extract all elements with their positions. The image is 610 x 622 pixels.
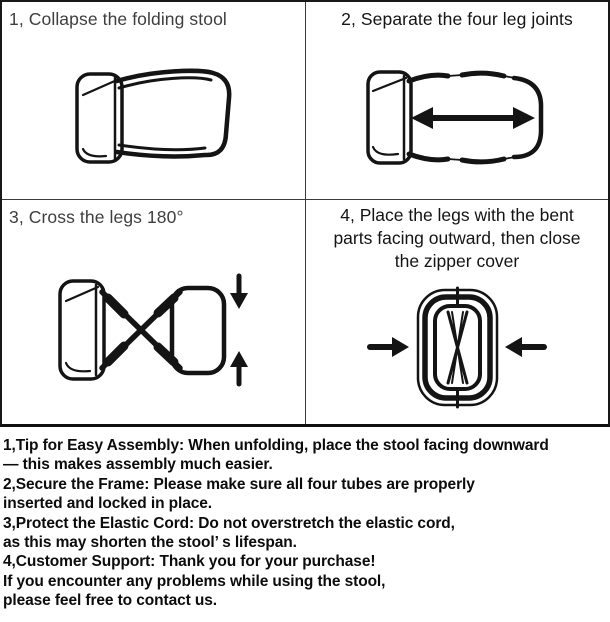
step-4-title-line-2: parts facing outward, then close xyxy=(333,228,581,248)
note-tip-3-line-1: 3,Protect the Elastic Cord: Do not overstretch the elastic cord, xyxy=(3,514,455,532)
step-4-title-line-1: 4, Place the legs with the bent xyxy=(340,205,574,225)
step-1-figure xyxy=(2,31,305,199)
separated-joints-illustration xyxy=(365,65,550,170)
right-arrow-icon xyxy=(370,337,409,357)
step-4-title-line-3: the zipper cover xyxy=(394,251,520,271)
collapsed-stool-illustration xyxy=(74,65,234,170)
note-tip-1-line-2: — this makes assembly much easier. xyxy=(3,456,273,474)
note-tip-1-line-1: 1,Tip for Easy Assembly: When unfolding, place the stool facing downward xyxy=(3,437,549,454)
crossed-legs-illustration xyxy=(56,271,251,389)
down-arrow-icon xyxy=(230,276,248,309)
step-4-panel xyxy=(305,199,608,424)
step-3-panel xyxy=(2,199,305,424)
up-arrow-icon xyxy=(230,351,248,384)
folded-package-illustration xyxy=(362,285,552,410)
step-4-figure xyxy=(306,273,608,424)
step-1-panel xyxy=(2,2,305,199)
step-1-title: 1, Collapse the folding stool xyxy=(9,9,227,29)
note-tip-4-line-1: 4,Customer Support: Thank you for your purchase! xyxy=(3,553,376,571)
note-tip-2-line-1: 2,Secure the Frame: Please make sure all four tubes are properly xyxy=(3,475,475,493)
note-tip-4-line-2: If you encounter any problems while using the stool, xyxy=(3,572,386,590)
left-arrow-icon xyxy=(505,337,544,357)
step-3-title: 3, Cross the legs 180° xyxy=(9,207,184,227)
note-tip-4-line-3: please feel free to contact us. xyxy=(3,592,217,610)
assembly-notes xyxy=(0,427,610,611)
left-right-double-arrow-icon xyxy=(411,107,535,129)
step-3-figure xyxy=(2,229,305,424)
step-2-panel xyxy=(305,2,608,199)
step-2-figure xyxy=(306,31,608,199)
note-tip-2-line-2: inserted and locked in place. xyxy=(3,495,212,513)
step-2-title: 2, Separate the four leg joints xyxy=(341,9,573,29)
step-4-title xyxy=(306,200,608,273)
note-tip-3-line-2: as this may shorten the stool’ s lifespan. xyxy=(3,534,297,552)
